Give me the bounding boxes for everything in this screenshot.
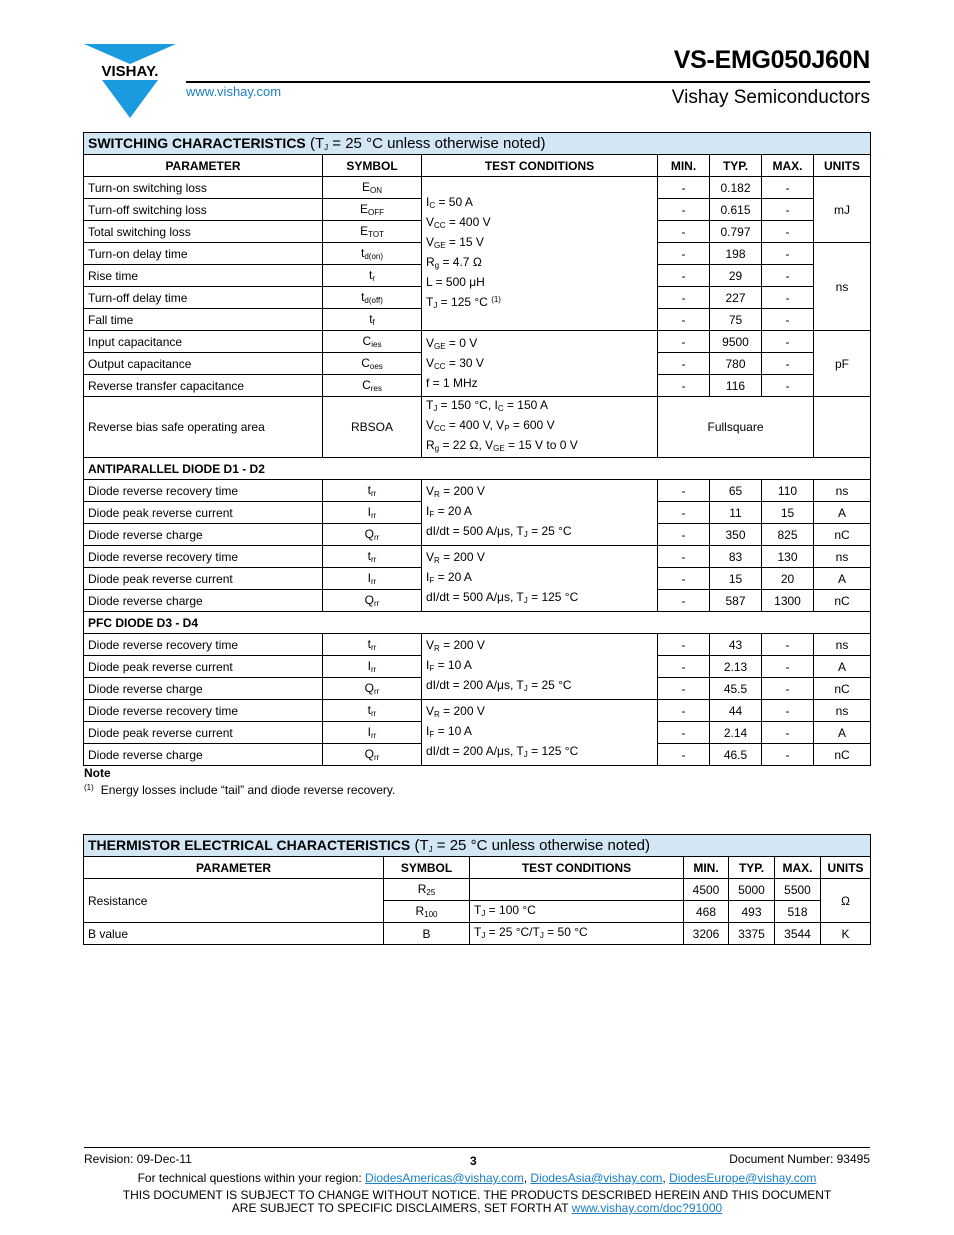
conditions-cell: $V_R = 200$ V $I_F = 10$ A dI/dt = 200 A/μs, $T_J = 125$ °C: [422, 700, 658, 766]
symbol-cell: B: [384, 923, 470, 945]
symbol-cell: $Q_{rr}$: [323, 590, 422, 612]
table-row: [84, 923, 871, 945]
max-cell: -: [762, 722, 814, 744]
max-cell: -: [762, 331, 814, 353]
max-cell: -: [762, 375, 814, 397]
switching-characteristics-table: [83, 132, 871, 766]
table-row: [84, 879, 871, 901]
max-cell: -: [762, 287, 814, 309]
typ-cell: 0.182: [710, 177, 762, 199]
page-number: 3: [470, 1154, 477, 1168]
email-europe-link[interactable]: DiodesEurope@vishay.com: [669, 1171, 817, 1185]
col-symbol: SYMBOL: [384, 857, 470, 879]
unit-cell: nC: [814, 678, 871, 700]
param-cell: Diode reverse charge: [84, 590, 323, 612]
min-cell: -: [658, 568, 710, 590]
thermistor-title-condition: ($T_J = 25$ °C unless otherwise noted): [414, 837, 650, 854]
col-units: UNITS: [821, 857, 871, 879]
col-parameter: PARAMETER: [84, 857, 384, 879]
typ-cell: 46.5: [710, 744, 762, 766]
note-title: Note: [84, 766, 111, 780]
typ-cell: 587: [710, 590, 762, 612]
symbol-cell: $E_{ON}$: [323, 177, 422, 199]
conditions-cell: $V_R = 200$ V $I_F = 10$ A dI/dt = 200 A/μs, $T_J = 25$ °C: [422, 634, 658, 700]
logo-text: VISHAY.: [101, 63, 159, 80]
unit-cell: pF: [814, 331, 871, 397]
conditions-cell: $T_J = 150$ °C, $I_C = 150$ A $V_{CC} = 400$ V, $V_P = 600$ V $R_g = 22$ Ω, $V_{GE} = 15$ V to 0 V: [422, 397, 658, 458]
typ-cell: 15: [710, 568, 762, 590]
unit-cell: nC: [814, 524, 871, 546]
email-asia-link[interactable]: DiodesAsia@vishay.com: [530, 1171, 663, 1185]
min-cell: -: [658, 287, 710, 309]
unit-cell: K: [821, 923, 871, 945]
min-cell: -: [658, 502, 710, 524]
max-cell: -: [762, 221, 814, 243]
rbsoa-value: Fullsquare: [658, 397, 814, 458]
col-test-conditions: TEST CONDITIONS: [470, 857, 684, 879]
typ-cell: 198: [710, 243, 762, 265]
col-min: MIN.: [658, 155, 710, 177]
min-cell: -: [658, 177, 710, 199]
symbol-cell: $t_r$: [323, 265, 422, 287]
typ-cell: 493: [729, 901, 775, 923]
unit-cell: A: [814, 722, 871, 744]
conditions-cell: $V_{GE} = 0$ V $V_{CC} = 30$ V f = 1 MHz: [422, 331, 658, 397]
symbol-cell: $I_{rr}$: [323, 722, 422, 744]
unit-cell: ns: [814, 243, 871, 331]
note-body: Energy losses include “tail” and diode reverse recovery.: [100, 783, 396, 797]
param-cell: Diode reverse recovery time: [84, 480, 323, 502]
param-cell: Diode reverse charge: [84, 678, 323, 700]
header-row: [84, 857, 871, 879]
max-cell: -: [762, 265, 814, 287]
param-cell: Diode reverse charge: [84, 524, 323, 546]
table-title-row: [84, 133, 871, 155]
typ-cell: 116: [710, 375, 762, 397]
max-cell: 130: [762, 546, 814, 568]
col-test-conditions: TEST CONDITIONS: [422, 155, 658, 177]
unit-cell: Ω: [821, 879, 871, 923]
max-cell: 15: [762, 502, 814, 524]
conditions-cell: $T_J = 25$ $^\circ C/T_J = 50$ °C: [470, 923, 684, 945]
table-row: [84, 700, 871, 722]
param-cell: Diode peak reverse current: [84, 656, 323, 678]
disclaimer-line-1: THIS DOCUMENT IS SUBJECT TO CHANGE WITHOUT NOTICE. THE PRODUCTS DESCRIBED HEREIN AND THIS DOCUMENT: [122, 1188, 832, 1202]
min-cell: -: [658, 199, 710, 221]
typ-cell: 75: [710, 309, 762, 331]
max-cell: 1300: [762, 590, 814, 612]
max-cell: 20: [762, 568, 814, 590]
max-cell: -: [762, 353, 814, 375]
table-row: [84, 480, 871, 502]
vishay-logo: [84, 44, 176, 118]
section-heading: ANTIPARALLEL DIODE D1 - D2: [84, 458, 871, 480]
symbol-cell: $t_{rr}$: [323, 546, 422, 568]
min-cell: 468: [684, 901, 729, 923]
table-row: [84, 331, 871, 353]
max-cell: -: [762, 309, 814, 331]
max-cell: 825: [762, 524, 814, 546]
typ-cell: 29: [710, 265, 762, 287]
thermistor-title-bold: THERMISTOR ELECTRICAL CHARACTERISTICS: [88, 837, 411, 853]
disclaimer-link[interactable]: www.vishay.com/doc?91000: [571, 1201, 723, 1215]
min-cell: -: [658, 634, 710, 656]
symbol-cell: $E_{OFF}$: [323, 199, 422, 221]
switching-title-bold: SWITCHING CHARACTERISTICS: [88, 135, 306, 151]
thermistor-title: [84, 835, 871, 857]
conditions-cell: [470, 879, 684, 901]
min-cell: -: [658, 375, 710, 397]
max-cell: -: [762, 744, 814, 766]
website-link[interactable]: www.vishay.com: [186, 84, 282, 99]
conditions-cell: $I_C = 50$ A $V_{CC} = 400$ V $V_{GE} = 15$ V $R_g = 4.7$ Ω L = 500 μH $T_J = 125$ °C $^{(1)}$: [422, 177, 658, 331]
contact-line: For technical questions within your region: DiodesAmericas@vishay.com, DiodesAsia@vishay.com, DiodesEurope@vishay.com: [137, 1171, 817, 1185]
unit-cell: A: [814, 656, 871, 678]
typ-cell: 780: [710, 353, 762, 375]
param-cell: B value: [84, 923, 384, 945]
symbol-cell: $I_{rr}$: [323, 502, 422, 524]
max-cell: -: [762, 177, 814, 199]
section-row: [84, 612, 871, 634]
min-cell: -: [658, 331, 710, 353]
param-cell: Diode peak reverse current: [84, 568, 323, 590]
col-units: UNITS: [814, 155, 871, 177]
symbol-cell: $C_{res}$: [323, 375, 422, 397]
col-max: MAX.: [762, 155, 814, 177]
param-cell: Diode reverse recovery time: [84, 634, 323, 656]
note-text: [84, 783, 395, 797]
typ-cell: 65: [710, 480, 762, 502]
min-cell: -: [658, 590, 710, 612]
symbol-cell: $t_f$: [323, 309, 422, 331]
unit-cell: [814, 397, 871, 458]
param-cell: Turn-on switching loss: [84, 177, 323, 199]
param-cell: Diode reverse recovery time: [84, 700, 323, 722]
param-cell: Diode reverse recovery time: [84, 546, 323, 568]
document-number: Document Number: 93495: [729, 1152, 870, 1166]
symbol-cell: $t_{rr}$: [323, 634, 422, 656]
min-cell: 3206: [684, 923, 729, 945]
symbol-cell: $C_{ies}$: [323, 331, 422, 353]
param-cell: Total switching loss: [84, 221, 323, 243]
symbol-cell: $Q_{rr}$: [323, 744, 422, 766]
symbol-cell: $t_{rr}$: [323, 480, 422, 502]
typ-cell: 0.615: [710, 199, 762, 221]
typ-cell: 2.14: [710, 722, 762, 744]
param-cell: Fall time: [84, 309, 323, 331]
symbol-cell: $t_{rr}$: [323, 700, 422, 722]
param-cell: Reverse bias safe operating area: [84, 397, 323, 458]
param-cell: Turn-on delay time: [84, 243, 323, 265]
symbol-cell: $R_{100}$: [384, 901, 470, 923]
table-row: [84, 634, 871, 656]
param-cell: Diode peak reverse current: [84, 722, 323, 744]
param-cell: Rise time: [84, 265, 323, 287]
header-rule: [186, 81, 870, 83]
unit-cell: nC: [814, 744, 871, 766]
unit-cell: ns: [814, 546, 871, 568]
max-cell: 518: [775, 901, 821, 923]
min-cell: -: [658, 656, 710, 678]
switching-title-condition: ($T_J = 25$ °C unless otherwise noted): [309, 135, 546, 152]
typ-cell: 44: [710, 700, 762, 722]
max-cell: -: [762, 199, 814, 221]
brand-name: Vishay Semiconductors: [671, 87, 870, 108]
symbol-cell: $I_{rr}$: [323, 568, 422, 590]
col-symbol: SYMBOL: [323, 155, 422, 177]
min-cell: 4500: [684, 879, 729, 901]
table-row: [84, 397, 871, 458]
typ-cell: 83: [710, 546, 762, 568]
symbol-cell: $E_{TOT}$: [323, 221, 422, 243]
min-cell: -: [658, 722, 710, 744]
section-heading: PFC DIODE D3 - D4: [84, 612, 871, 634]
typ-cell: 227: [710, 287, 762, 309]
min-cell: -: [658, 243, 710, 265]
table-row: [84, 546, 871, 568]
unit-cell: A: [814, 568, 871, 590]
table-row: [84, 177, 871, 199]
section-row: [84, 458, 871, 480]
conditions-cell: $T_J = 100$ °C: [470, 901, 684, 923]
part-number: VS-EMG050J60N: [673, 46, 870, 74]
disclaimer-prefix: ARE SUBJECT TO SPECIFIC DISCLAIMERS, SET FORTH AT: [231, 1201, 569, 1215]
col-typ: TYP.: [729, 857, 775, 879]
param-cell: Output capacitance: [84, 353, 323, 375]
col-min: MIN.: [684, 857, 729, 879]
revision: Revision: 09-Dec-11: [84, 1152, 192, 1166]
disclaimer-line-2: [0, 1201, 954, 1215]
symbol-cell: $t_{d(on)}$: [323, 243, 422, 265]
footer-rule: [84, 1147, 870, 1148]
typ-cell: 43: [710, 634, 762, 656]
param-cell: Turn-off switching loss: [84, 199, 323, 221]
table-title-row: [84, 835, 871, 857]
col-max: MAX.: [775, 857, 821, 879]
min-cell: -: [658, 309, 710, 331]
param-cell: Diode peak reverse current: [84, 502, 323, 524]
unit-cell: ns: [814, 480, 871, 502]
email-americas-link[interactable]: DiodesAmericas@vishay.com: [365, 1171, 524, 1185]
col-typ: TYP.: [710, 155, 762, 177]
max-cell: 3544: [775, 923, 821, 945]
param-cell: Reverse transfer capacitance: [84, 375, 323, 397]
typ-cell: 45.5: [710, 678, 762, 700]
typ-cell: 0.797: [710, 221, 762, 243]
max-cell: -: [762, 634, 814, 656]
min-cell: -: [658, 480, 710, 502]
symbol-cell: $R_{25}$: [384, 879, 470, 901]
symbol-cell: $Q_{rr}$: [323, 678, 422, 700]
typ-cell: 11: [710, 502, 762, 524]
max-cell: 5500: [775, 879, 821, 901]
symbol-cell: $t_{d(off)}$: [323, 287, 422, 309]
symbol-cell: $Q_{rr}$: [323, 524, 422, 546]
min-cell: -: [658, 546, 710, 568]
max-cell: -: [762, 656, 814, 678]
max-cell: -: [762, 700, 814, 722]
unit-cell: nC: [814, 590, 871, 612]
conditions-cell: $V_R = 200$ V $I_F = 20$ A dI/dt = 500 A/μs, $T_J = 125$ °C: [422, 546, 658, 612]
min-cell: -: [658, 524, 710, 546]
typ-cell: 2.13: [710, 656, 762, 678]
conditions-cell: $V_R = 200$ V $I_F = 20$ A dI/dt = 500 A/μs, $T_J = 25$ °C: [422, 480, 658, 546]
contact-prefix: For technical questions within your region:: [137, 1171, 362, 1185]
min-cell: -: [658, 221, 710, 243]
symbol-cell: $I_{rr}$: [323, 656, 422, 678]
min-cell: -: [658, 744, 710, 766]
min-cell: -: [658, 265, 710, 287]
param-cell: Resistance: [84, 879, 384, 923]
param-cell: Turn-off delay time: [84, 287, 323, 309]
param-cell: Diode reverse charge: [84, 744, 323, 766]
typ-cell: 350: [710, 524, 762, 546]
symbol-cell: $C_{oes}$: [323, 353, 422, 375]
param-cell: Input capacitance: [84, 331, 323, 353]
unit-cell: mJ: [814, 177, 871, 243]
min-cell: -: [658, 678, 710, 700]
switching-title: [84, 133, 871, 155]
typ-cell: 9500: [710, 331, 762, 353]
typ-cell: 3375: [729, 923, 775, 945]
symbol-cell: RBSOA: [323, 397, 422, 458]
min-cell: -: [658, 700, 710, 722]
unit-cell: ns: [814, 700, 871, 722]
thermistor-characteristics-table: [83, 834, 871, 945]
header-row: [84, 155, 871, 177]
unit-cell: ns: [814, 634, 871, 656]
max-cell: -: [762, 243, 814, 265]
min-cell: -: [658, 353, 710, 375]
note-marker: (1): [84, 783, 94, 792]
max-cell: 110: [762, 480, 814, 502]
unit-cell: A: [814, 502, 871, 524]
col-parameter: PARAMETER: [84, 155, 323, 177]
max-cell: -: [762, 678, 814, 700]
typ-cell: 5000: [729, 879, 775, 901]
